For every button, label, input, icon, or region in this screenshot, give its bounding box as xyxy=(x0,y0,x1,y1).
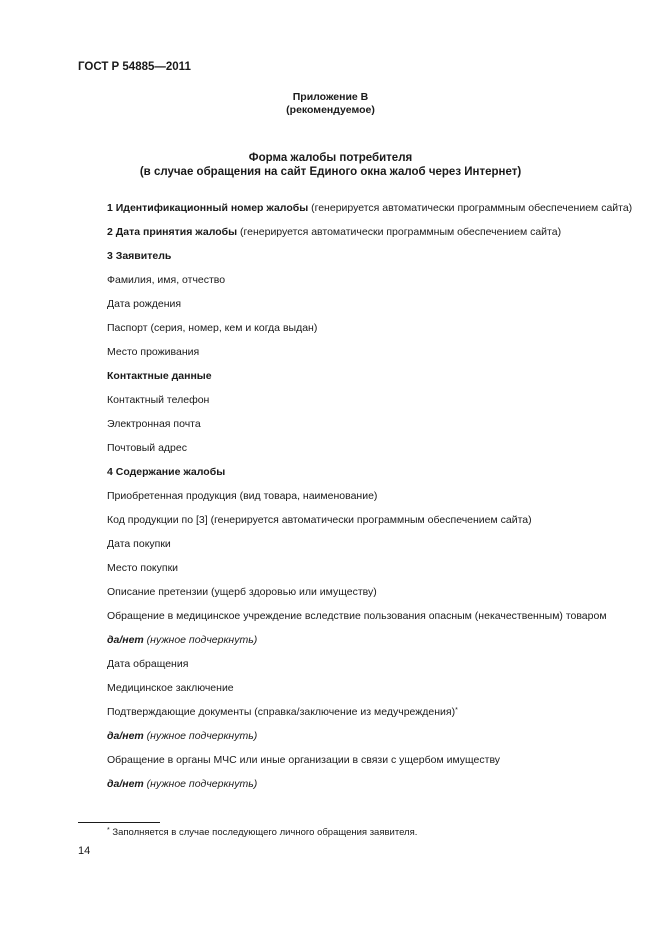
field-claim-description: Описание претензии (ущерб здоровью или имуществу) xyxy=(107,586,377,598)
footnote-reference-mark: * xyxy=(455,707,458,714)
yes-no-hint: (нужное подчеркнуть) xyxy=(143,730,258,742)
field-appeal-date: Дата обращения xyxy=(107,658,189,670)
yes-no-line-1 xyxy=(107,634,257,646)
yes-no-line-2 xyxy=(107,730,257,742)
annex-title: Приложение В xyxy=(292,91,369,103)
footnote xyxy=(107,827,417,838)
field-passport: Паспорт (серия, номер, кем и когда выдан) xyxy=(107,322,318,334)
yes-no-hint: (нужное подчеркнуть) xyxy=(143,778,258,790)
yes-no-label: да/нет xyxy=(107,730,144,742)
field-product: Приобретенная продукция (вид товара, наименование) xyxy=(107,490,378,502)
section-2-title: 2 Дата принятия жалобы xyxy=(107,226,238,238)
field-purchase-place: Место покупки xyxy=(107,562,179,574)
section-1-note: (генерируется автоматически программным обеспечением сайта) xyxy=(308,202,633,214)
field-postal-address: Почтовый адрес xyxy=(107,442,187,454)
section-1-title: 1 Идентификационный номер жалобы xyxy=(107,202,309,214)
yes-no-label: да/нет xyxy=(107,778,144,790)
field-birth-date: Дата рождения xyxy=(107,298,182,310)
field-emergency-appeal: Обращение в органы МЧС или иные организации в связи с ущербом имуществу xyxy=(107,754,501,766)
field-medical-conclusion: Медицинское заключение xyxy=(107,682,234,694)
contacts-title: Контактные данные xyxy=(107,370,212,382)
field-supporting-documents xyxy=(107,706,458,718)
form-subtitle: (в случае обращения на сайт Единого окна жалоб через Интернет) xyxy=(139,166,522,178)
section-2-note: (генерируется автоматически программным обеспечением сайта) xyxy=(237,226,562,238)
section-4-title: 4 Содержание жалобы xyxy=(107,466,226,478)
field-residence: Место проживания xyxy=(107,346,200,358)
form-title: Форма жалобы потребителя xyxy=(248,152,413,164)
supporting-documents-text: Подтверждающие документы (справка/заключение из медучреждения) xyxy=(107,706,456,718)
footnote-mark: * xyxy=(107,827,110,834)
field-phone: Контактный телефон xyxy=(107,394,210,406)
section-3-title: 3 Заявитель xyxy=(107,250,172,262)
yes-no-label: да/нет xyxy=(107,634,144,646)
standard-code-header: ГОСТ Р 54885—2011 xyxy=(78,61,191,73)
section-1-line xyxy=(107,202,632,214)
section-2-line xyxy=(107,226,561,238)
yes-no-hint: (нужное подчеркнуть) xyxy=(143,634,258,646)
footnote-text: Заполняется в случае последующего личного обращения заявителя. xyxy=(109,827,418,838)
annex-subtitle: (рекомендуемое) xyxy=(286,104,375,116)
field-email: Электронная почта xyxy=(107,418,201,430)
footnote-divider xyxy=(78,822,160,823)
field-full-name: Фамилия, имя, отчество xyxy=(107,274,226,286)
field-medical-appeal: Обращение в медицинское учреждение вследствие пользования опасным (некачественным) товаром xyxy=(107,610,607,622)
field-product-code: Код продукции по [3] (генерируется автоматически программным обеспечением сайта) xyxy=(107,514,532,526)
yes-no-line-3 xyxy=(107,778,257,790)
field-purchase-date: Дата покупки xyxy=(107,538,171,550)
page-number: 14 xyxy=(78,845,91,857)
